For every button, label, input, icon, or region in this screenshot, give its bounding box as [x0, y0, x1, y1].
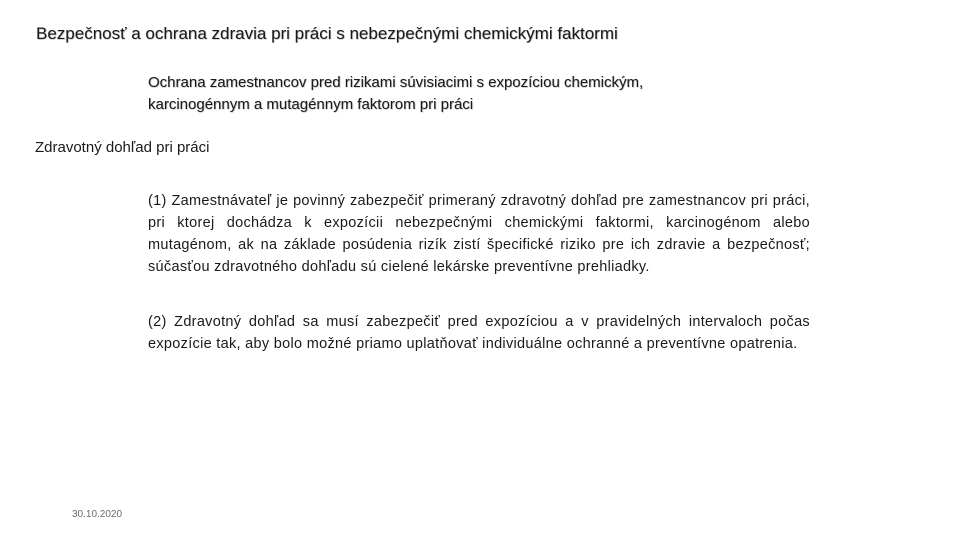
slide-title: Bezpečnosť a ochrana zdravia pri práci s nebezpečnými chemickými faktormi: [36, 24, 618, 43]
subtitle-line: karcinogénnym a mutagénnym faktorom pri práci: [148, 96, 474, 113]
slide-subtitle: [148, 72, 748, 116]
paragraph-2: (2) Zdravotný dohľad sa musí zabezpečiť pred expozíciou a v pravidelných intervaloch počas expozície tak, aby bolo možné priamo uplatňovať individuálne ochranné a preventívne opatrenia.: [148, 314, 810, 352]
footer-date: 30.10.2020: [72, 509, 123, 520]
section-heading: Zdravotný dohľad pri práci: [35, 139, 210, 156]
subtitle-line: Ochrana zamestnancov pred rizikami súvisiacimi s expozíciou chemickým,: [148, 74, 644, 91]
paragraph-1: (1) Zamestnávateľ je povinný zabezpečiť primeraný zdravotný dohľad pre zamestnancov pri práci, pri ktorej dochádza k expozícii nebezpečnými chemickými faktormi, karcinogénom alebo mutagénom, ak na základe posúdenia rizík zistí špecifické riziko pre ich zdravie a bezpečnosť; súčasťou zdravotného dohľadu sú cielené lekárske preventívne prehliadky.: [148, 193, 810, 275]
